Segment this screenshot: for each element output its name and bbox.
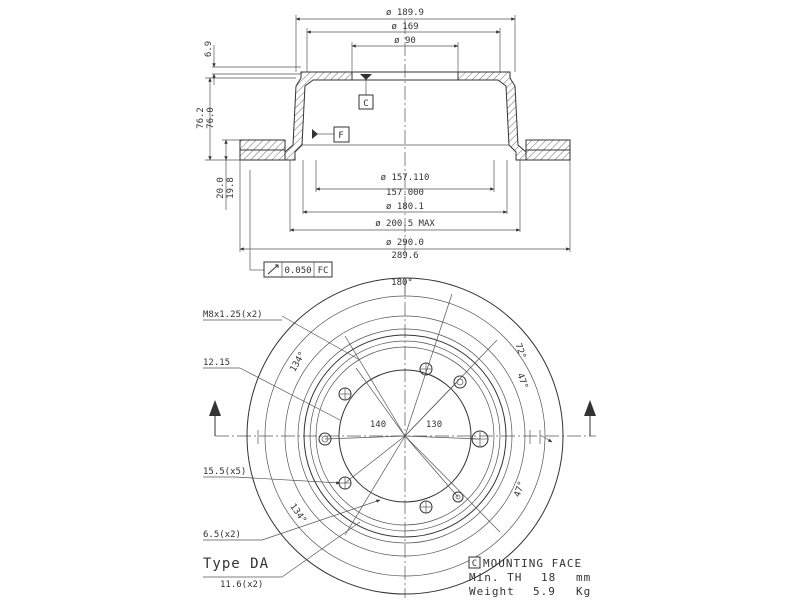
dim-76-0: 76.0 xyxy=(206,107,216,129)
angle-134-top: 134° xyxy=(288,350,309,374)
dim-90: ø 90 xyxy=(394,36,416,46)
dim-157-000: 157.000 xyxy=(386,188,424,198)
dim-180-1: ø 180.1 xyxy=(386,202,424,212)
datum-f-label: F xyxy=(338,131,344,141)
dim-76-2: 76.2 xyxy=(196,107,206,129)
bolt-hole xyxy=(339,477,351,489)
min-th-value: 18 xyxy=(541,571,557,584)
bolt-hole xyxy=(454,376,466,388)
dim-19-8: 19.8 xyxy=(226,177,236,199)
label-6-5: 6.5(x2) xyxy=(203,530,241,540)
label-12-15: 12.15 xyxy=(203,358,231,368)
dim-189-9: ø 189.9 xyxy=(386,8,424,18)
section-view xyxy=(196,8,570,277)
pcd-130: 130 xyxy=(425,420,443,430)
dim-290-0: ø 290.0 xyxy=(386,238,424,248)
tolerance-value: 0.050 xyxy=(284,266,312,276)
section-arrow-right xyxy=(584,400,596,436)
dim-157-110: ø 157.110 xyxy=(380,173,430,183)
datum-f-marker xyxy=(312,129,318,139)
dim-20-0: 20.0 xyxy=(216,177,226,199)
dim-200-5: ø 200.5 MAX xyxy=(375,219,435,229)
dim-169: ø 169 xyxy=(391,22,419,32)
datum-c-label: C xyxy=(363,99,369,109)
label-thread: M8x1.25(x2) xyxy=(203,310,263,320)
min-th-unit: mm xyxy=(576,571,592,584)
weight-value: 5.9 xyxy=(533,585,556,598)
label-11-6: 11.6(x2) xyxy=(220,580,264,590)
dim-289-6: 289.6 xyxy=(391,251,419,261)
bolt-hole xyxy=(339,388,351,400)
angle-134-bottom: 134° xyxy=(287,502,308,526)
dim-6-9: 6.9 xyxy=(204,40,214,58)
datum-c-marker xyxy=(360,74,372,80)
bolt-hole xyxy=(420,501,432,513)
front-view xyxy=(203,278,596,598)
section-arrow-left xyxy=(209,400,221,436)
weight-label: Weight xyxy=(469,585,515,598)
angle-47-bottom: 47° xyxy=(512,479,528,499)
angle-47-top: 47° xyxy=(514,371,530,391)
type-label: Type DA xyxy=(203,556,270,572)
angle-72: 72° xyxy=(512,341,528,361)
hat-wall-right xyxy=(458,72,526,160)
mounting-face-label: MOUNTING FACE xyxy=(483,557,583,570)
angle-180: 180° xyxy=(391,278,413,288)
min-th-label: Min. TH xyxy=(469,571,523,584)
mounting-face-datum: C xyxy=(471,559,478,569)
hat-wall-left xyxy=(285,72,352,160)
weight-unit: Kg xyxy=(576,585,592,598)
pcd-140: 140 xyxy=(369,420,387,430)
bolt-hole xyxy=(472,431,488,447)
label-15-5: 15.5(x5) xyxy=(203,467,247,477)
tolerance-ref: FC xyxy=(317,266,329,276)
